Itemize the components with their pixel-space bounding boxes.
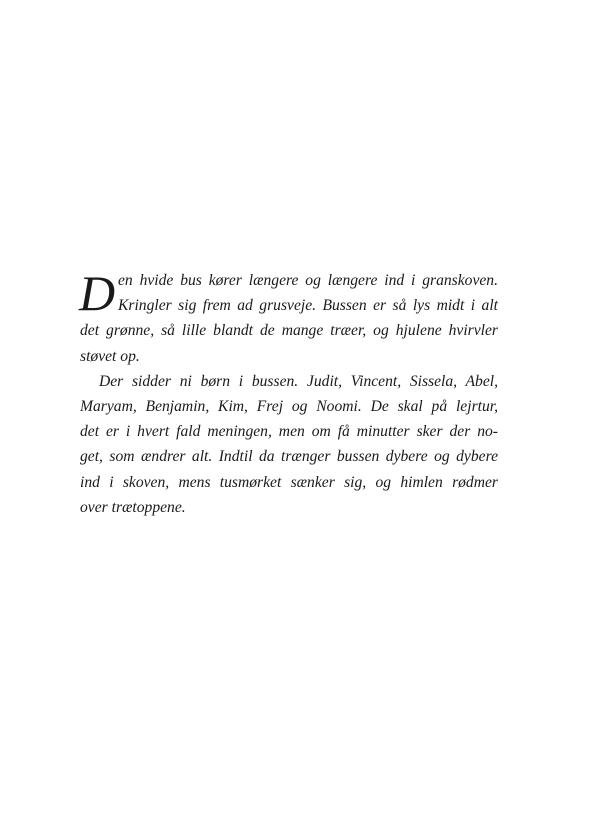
text-line: en hvide bus kører længere og længere ind i granskoven. — [118, 272, 498, 289]
text-line: støvet op. — [80, 347, 140, 365]
text-line: det er i hvert fald meningen, men om få minutter sker der no- — [80, 423, 498, 441]
text-line: get, som ændrer alt. Indtil da trænger bussen dybere og dybere — [80, 448, 498, 466]
paragraph-1 — [79, 265, 498, 369]
text-line: Der sidder ni børn i bussen. Judit, Vincent, Sissela, Abel, — [99, 372, 498, 390]
text-line: Maryam, Benjamin, Kim, Frej og Noomi. De skal på lejrtur, — [80, 397, 498, 415]
story-text — [79, 265, 498, 520]
text-line: ind i skoven, mens tusmørket sænker sig, og himlen rødmer — [80, 473, 498, 491]
paragraph-2 — [80, 369, 498, 520]
text-line: det grønne, så lille blandt de mange træer, og hjulene hvirvler — [80, 322, 498, 340]
drop-cap: D — [79, 265, 116, 321]
text-line: over trætoppene. — [80, 498, 186, 516]
text-line: Kringler sig frem ad grusveje. Bussen er så lys midt i alt — [118, 297, 498, 315]
